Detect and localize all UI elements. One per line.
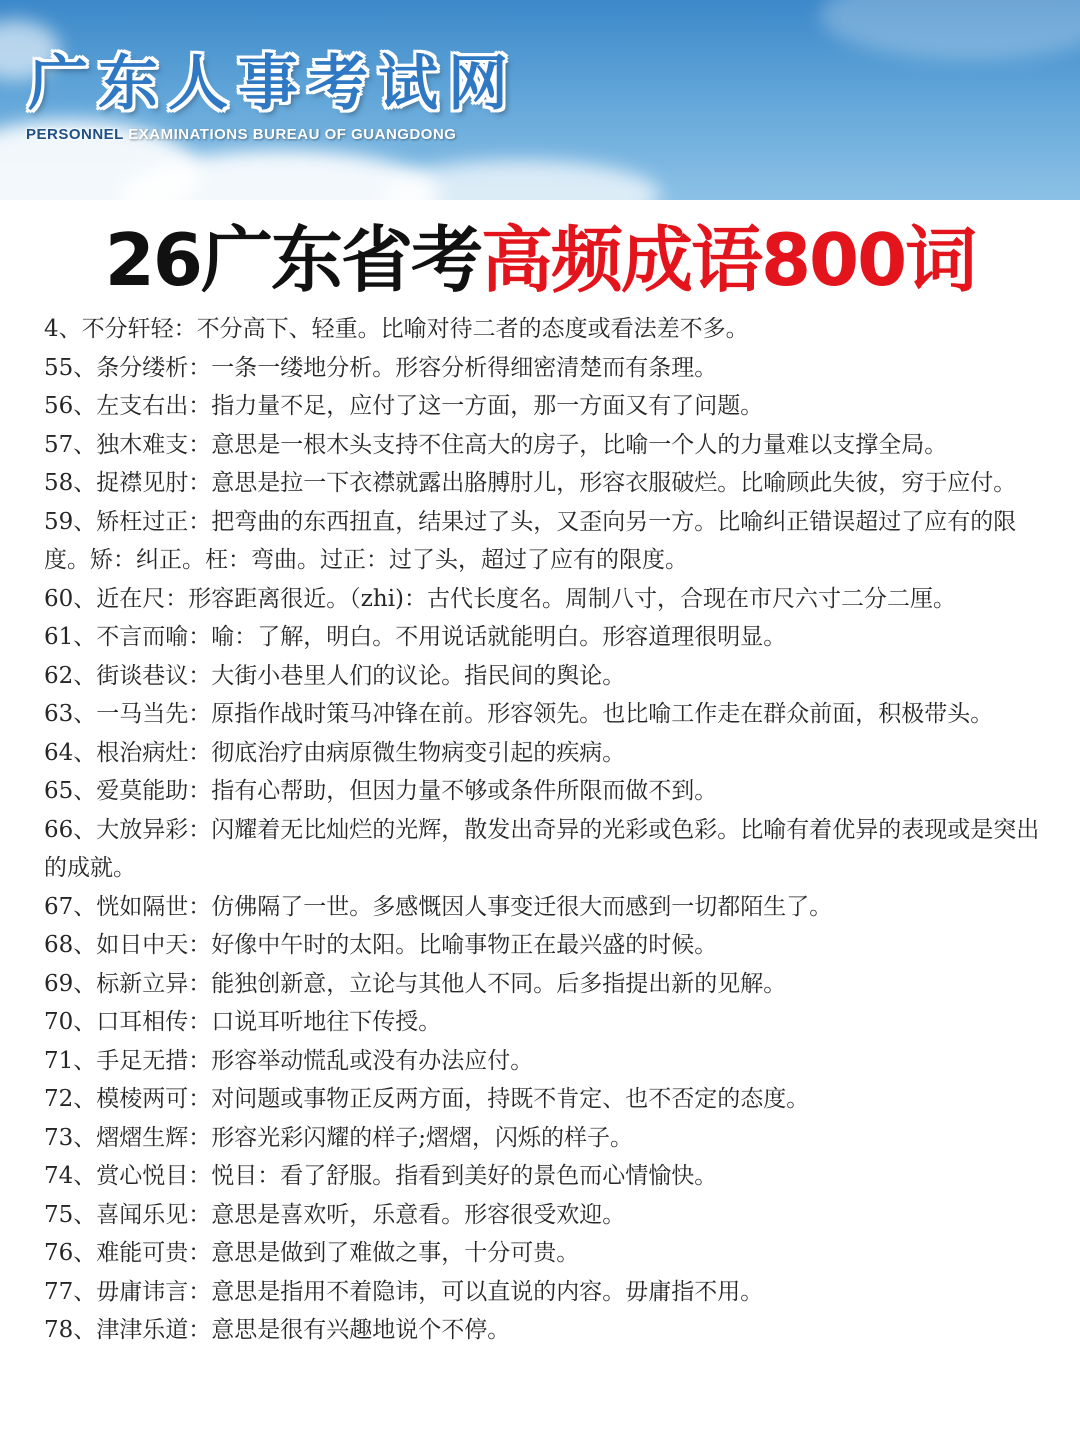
idiom-entry: 67、恍如隔世：仿佛隔了一世。多感慨因人事变迁很大而感到一切都陌生了。 bbox=[44, 893, 833, 920]
idiom-entry: 58、捉襟见肘：意思是拉一下衣襟就露出胳膊肘儿，形容衣服破烂。比喻顾此失彼，穷于应付。 bbox=[44, 470, 1017, 496]
idiom-entry: 56、左支右出：指力量不足，应付了这一方面，那一方面又有了问题。 bbox=[44, 393, 764, 419]
idiom-entry: 65、爱莫能助：指有心帮助，但因力量不够或条件所限而做不到。 bbox=[44, 778, 718, 804]
idiom-entry: 71、手足无措：形容举动慌乱或没有办法应付。 bbox=[44, 1047, 534, 1074]
page-title-red: 高频成语800词 bbox=[480, 218, 976, 302]
idiom-entry: 78、津津乐道：意思是很有兴趣地说个不停。 bbox=[44, 1317, 511, 1343]
idiom-entry: 74、赏心悦目：悦目：看了舒服。指看到美好的景色而心情愉快。 bbox=[44, 1163, 718, 1189]
header-banner bbox=[0, 0, 1080, 200]
idiom-entry: 72、模棱两可：对问题或事物正反两方面，持既不肯定、也不否定的态度。 bbox=[44, 1086, 810, 1112]
idiom-entry: 57、独木难支：意思是一根木头支持不住高大的房子，比喻一个人的力量难以支撑全局。 bbox=[44, 431, 948, 458]
idiom-entry: 64、根治病灶：彻底治疗由病原微生物病变引起的疾病。 bbox=[44, 739, 626, 766]
idiom-entry: 69、标新立异：能独创新意，立论与其他人不同。后多指提出新的见解。 bbox=[44, 970, 787, 997]
idiom-entry: 61、不言而喻：喻：了解，明白。不用说话就能明白。形容道理很明显。 bbox=[44, 624, 787, 650]
cloud-decoration bbox=[820, 0, 1080, 60]
idiom-entry: 55、条分缕析：一条一缕地分析。形容分析得细密清楚而有条理。 bbox=[44, 354, 718, 381]
idiom-entry: 60、近在尺：形容距离很近。（zhi)：古代长度名。周制八寸，合现在市尺六寸二分二厘。 bbox=[44, 585, 957, 612]
idiom-entry: 77、毋庸讳言：意思是指用不着隐讳，可以直说的内容。毋庸指不用。 bbox=[44, 1278, 764, 1305]
idiom-entry: 62、街谈巷议：大街小巷里人们的议论。指民间的舆论。 bbox=[44, 662, 626, 689]
site-logo-text: 广东人事考试网 bbox=[28, 49, 518, 119]
page-title bbox=[0, 200, 1080, 304]
site-logo-subtitle-part2: EXAMINATIONS BUREAU OF GUANGDONG bbox=[128, 126, 457, 143]
idiom-entry: 59、矫枉过正：把弯曲的东西扭直，结果过了头，又歪向另一方。比喻纠正错误超过了应有的限度。矫：纠正。枉：弯曲。过正：过了头，超过了应有的限度。 bbox=[44, 508, 1017, 573]
site-logo-subtitle-part1: PERSONNEL bbox=[26, 126, 129, 143]
idiom-entry: 75、喜闻乐见：意思是喜欢听，乐意看。形容很受欢迎。 bbox=[44, 1201, 626, 1228]
idiom-entry: 4、不分轩轻：不分高下、轻重。比喻对待二者的态度或看法差不多。 bbox=[44, 316, 749, 342]
idiom-entry: 73、熠熠生辉：形容光彩闪耀的样子;熠熠，闪烁的样子。 bbox=[44, 1124, 634, 1151]
idiom-entry: 70、口耳相传：口说耳听地往下传授。 bbox=[44, 1009, 442, 1035]
idiom-entry: 66、大放异彩：闪耀着无比灿烂的光辉，散发出奇异的光彩或色彩。比喻有着优异的表现或是突出的成就。 bbox=[44, 816, 1040, 881]
idiom-entry: 63、一马当先：原指作战时策马冲锋在前。形容领先。也比喻工作走在群众前面，积极带头。 bbox=[44, 701, 994, 727]
idiom-list bbox=[0, 304, 1080, 1350]
idiom-entry: 68、如日中天：好像中午时的太阳。比喻事物正在最兴盛的时候。 bbox=[44, 932, 718, 958]
page-title-black: 26广东省考 bbox=[104, 218, 481, 302]
cloud-decoration bbox=[380, 160, 660, 200]
site-logo-subtitle bbox=[26, 126, 456, 143]
idiom-entry: 76、难能可贵：意思是做到了难做之事，十分可贵。 bbox=[44, 1240, 580, 1266]
